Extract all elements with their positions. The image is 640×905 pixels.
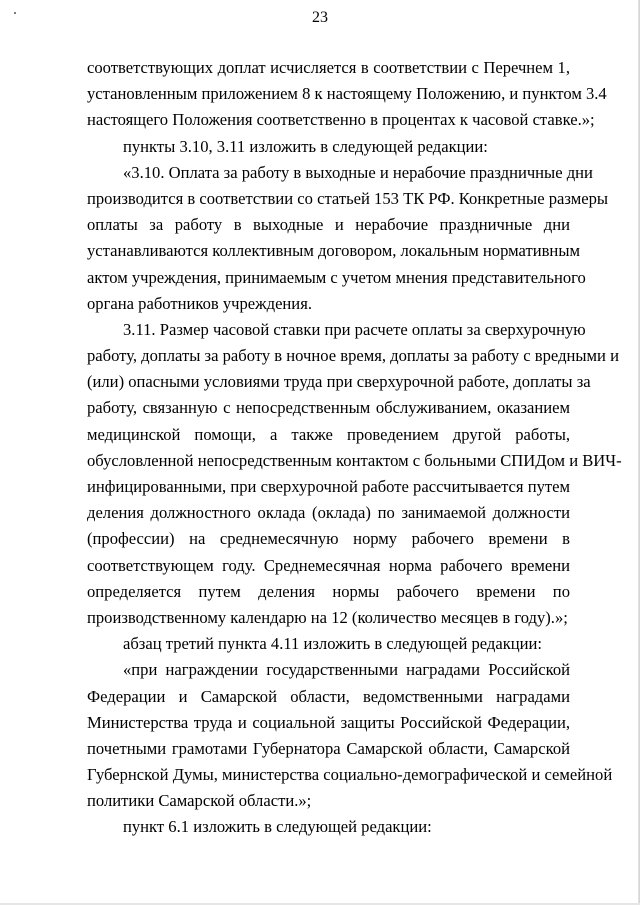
text-line: Губернской Думы, министерства социально-демографической и семейной	[87, 765, 613, 785]
text-line: соответствующих доплат исчисляется в соответствии с Перечнем 1,	[87, 58, 570, 77]
page-number: 23	[312, 9, 328, 26]
text-line: Министерства труда и социальной защиты Российской Федерации,	[87, 712, 570, 732]
text-line: устанавливаются коллективным договором, локальным нормативным	[87, 241, 580, 261]
text-line: производственному календарю на 12 (количество месяцев в году).»;	[87, 607, 568, 627]
text-line: обусловленной непосредственным контактом с больными СПИДом и ВИЧ-	[87, 450, 622, 470]
text-line: политики Самарской области.»;	[87, 791, 312, 811]
text-line: медицинской помощи, а также проведением другой работы,	[87, 424, 570, 444]
text-line: определяется путем деления нормы рабочего времени по	[87, 581, 570, 601]
paragraph	[87, 55, 607, 134]
paragraph	[87, 814, 570, 840]
paragraph	[87, 317, 622, 631]
text-line: актом учреждения, принимаемым с учетом мнения представительного	[87, 267, 586, 287]
text-line: почетными грамотами Губернатора Самарской области, Самарской	[87, 738, 570, 758]
text-line: пункты 3.10, 3.11 изложить в следующей редакции:	[123, 136, 488, 156]
paragraph	[87, 631, 570, 657]
text-line: деления должностного оклада (оклада) по занимаемой должности	[87, 503, 570, 523]
paragraph	[87, 134, 570, 160]
text-line: соответствующем году. Среднемесячная норма рабочего времени	[87, 555, 570, 575]
text-line: установленным приложением 8 к настоящему Положению, и пунктом 3.4	[87, 84, 607, 104]
text-line: абзац третий пункта 4.11 изложить в следующей редакции:	[123, 634, 543, 654]
text-line: «при награждении государственными наградами Российской	[123, 660, 570, 680]
scan-speck	[14, 12, 16, 14]
text-line: настоящего Положения соответственно в процентах к часовой ставке.»;	[87, 110, 595, 130]
text-line: производится в соответствии со статьей 153 ТК РФ. Конкретные размеры	[87, 188, 609, 208]
text-line: оплаты за работу в выходные и нерабочие праздничные дни	[87, 215, 570, 235]
document-body	[87, 55, 622, 841]
text-line: органа работников учреждения.	[87, 293, 312, 313]
paragraph	[87, 160, 609, 317]
text-line: инфицированными, при сверхурочной работе рассчитывается путем	[87, 477, 570, 496]
text-line: (профессии) на среднемесячную норму рабочего времени в	[87, 529, 570, 549]
text-line: пункт 6.1 изложить в следующей редакции:	[123, 817, 432, 837]
text-line: 3.11. Размер часовой ставки при расчете оплаты за сверхурочную	[123, 319, 586, 339]
paragraph	[87, 657, 613, 814]
text-line: «3.10. Оплата за работу в выходные и нерабочие праздничные дни	[123, 162, 593, 182]
text-line: работу, доплаты за работу в ночное время, доплаты за работу с вредными и	[87, 346, 619, 366]
text-line: Федерации и Самарской области, ведомственными наградами	[87, 686, 570, 706]
text-line: (или) опасными условиями труда при сверхурочной работе, доплаты за	[87, 372, 591, 392]
text-line: работу, связанную с непосредственным обслуживанием, оказанием	[87, 398, 570, 418]
